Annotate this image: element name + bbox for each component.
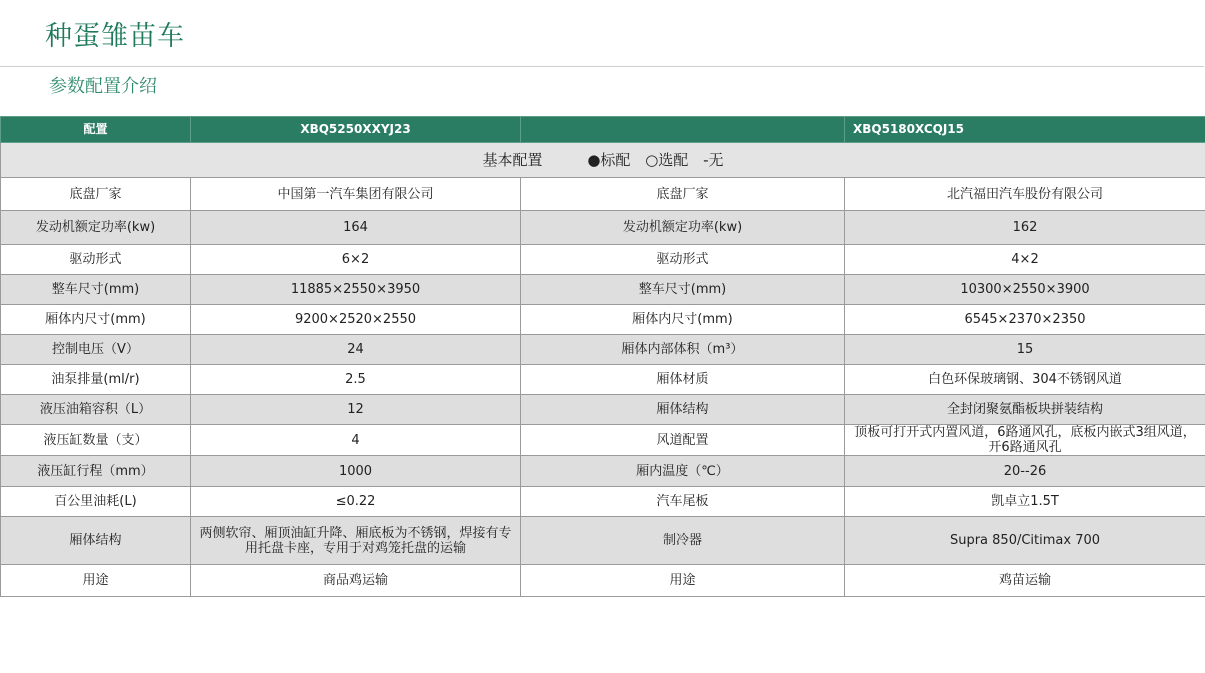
row-label: 控制电压（V）: [1, 335, 191, 365]
row-label: 发动机额定功率(kw): [521, 211, 845, 245]
table-row: [1, 275, 1205, 305]
row-label: 百公里油耗(L): [1, 487, 191, 517]
row-label: 用途: [521, 565, 845, 597]
row-label: 风道配置: [521, 425, 845, 456]
row-value: 15: [845, 335, 1205, 365]
row-label: 驱动形式: [1, 245, 191, 275]
row-label: 液压油箱容积（L）: [1, 395, 191, 425]
header-blank: [521, 117, 845, 143]
row-value: 凯卓立1.5T: [845, 487, 1205, 517]
spec-table: [0, 116, 1205, 597]
row-value: 6545×2370×2350: [845, 305, 1205, 335]
row-label: 制冷器: [521, 517, 845, 565]
table-row: [1, 565, 1205, 597]
table-row: [1, 335, 1205, 365]
table-row: [1, 245, 1205, 275]
table-row: [1, 487, 1205, 517]
row-label: 汽车尾板: [521, 487, 845, 517]
row-value: 9200×2520×2550: [191, 305, 521, 335]
row-value: 12: [191, 395, 521, 425]
legend-cell: [1, 143, 1205, 178]
row-value: 北汽福田汽车股份有限公司: [845, 178, 1205, 211]
table-row: [1, 305, 1205, 335]
row-label: 液压缸数量（支）: [1, 425, 191, 456]
table-row: [1, 425, 1205, 456]
table-row: [1, 178, 1205, 211]
row-label: 整车尺寸(mm): [521, 275, 845, 305]
row-value: 162: [845, 211, 1205, 245]
row-value: 20--26: [845, 456, 1205, 487]
row-value: ≤0.22: [191, 487, 521, 517]
row-label: 发动机额定功率(kw): [1, 211, 191, 245]
row-label: 厢体结构: [521, 395, 845, 425]
row-value: 164: [191, 211, 521, 245]
table-row: [1, 365, 1205, 395]
row-value: Supra 850/Citimax 700: [845, 517, 1205, 565]
row-label: 厢内温度（℃）: [521, 456, 845, 487]
row-label: 厢体内尺寸(mm): [1, 305, 191, 335]
table-row: [1, 395, 1205, 425]
row-label: 厢体材质: [521, 365, 845, 395]
row-value: 24: [191, 335, 521, 365]
row-value: 4: [191, 425, 521, 456]
row-value: 两侧软帘、厢顶油缸升降、厢底板为不锈钢，焊接有专用托盘卡座，专用于对鸡笼托盘的运输: [191, 517, 521, 565]
row-label: 底盘厂家: [1, 178, 191, 211]
row-label: 厢体结构: [1, 517, 191, 565]
row-value: 4×2: [845, 245, 1205, 275]
legend-none: -无: [703, 150, 724, 169]
row-value: 11885×2550×3950: [191, 275, 521, 305]
title-divider: [0, 66, 1204, 67]
legend-optional: ○选配: [645, 150, 689, 169]
row-label: 液压缸行程（mm）: [1, 456, 191, 487]
row-label: 底盘厂家: [521, 178, 845, 211]
row-value: 1000: [191, 456, 521, 487]
row-label: 厢体内尺寸(mm): [521, 305, 845, 335]
page-title: 种蛋雏苗车: [45, 21, 185, 52]
row-value: 中国第一汽车集团有限公司: [191, 178, 521, 211]
header-model-2: XBQ5180XCQJ15: [845, 117, 1205, 143]
row-label: 厢体内部体积（m³）: [521, 335, 845, 365]
row-label: 用途: [1, 565, 191, 597]
table-row: [1, 211, 1205, 245]
header-config: 配置: [1, 117, 191, 143]
table-row: [1, 456, 1205, 487]
table-row: [1, 517, 1205, 565]
row-value: 顶板可打开式内置风道，6路通风孔，底板内嵌式3组风道，开6路通风孔: [845, 425, 1205, 456]
legend-standard: ●标配: [587, 150, 631, 169]
header-model-1: XBQ5250XXYJ23: [191, 117, 521, 143]
table-header-row: [1, 117, 1205, 143]
row-value: 6×2: [191, 245, 521, 275]
row-value: 鸡苗运输: [845, 565, 1205, 597]
row-label: 驱动形式: [521, 245, 845, 275]
row-label: 油泵排量(ml/r): [1, 365, 191, 395]
page-subtitle: 参数配置介绍: [49, 76, 157, 97]
row-label: 整车尺寸(mm): [1, 275, 191, 305]
row-value: 2.5: [191, 365, 521, 395]
row-value: 全封闭聚氨酯板块拼装结构: [845, 395, 1205, 425]
row-value: 商品鸡运输: [191, 565, 521, 597]
legend-title: 基本配置: [482, 150, 543, 169]
row-value: 10300×2550×3900: [845, 275, 1205, 305]
row-value: 白色环保玻璃钢、304不锈钢风道: [845, 365, 1205, 395]
legend-row: [1, 143, 1205, 178]
